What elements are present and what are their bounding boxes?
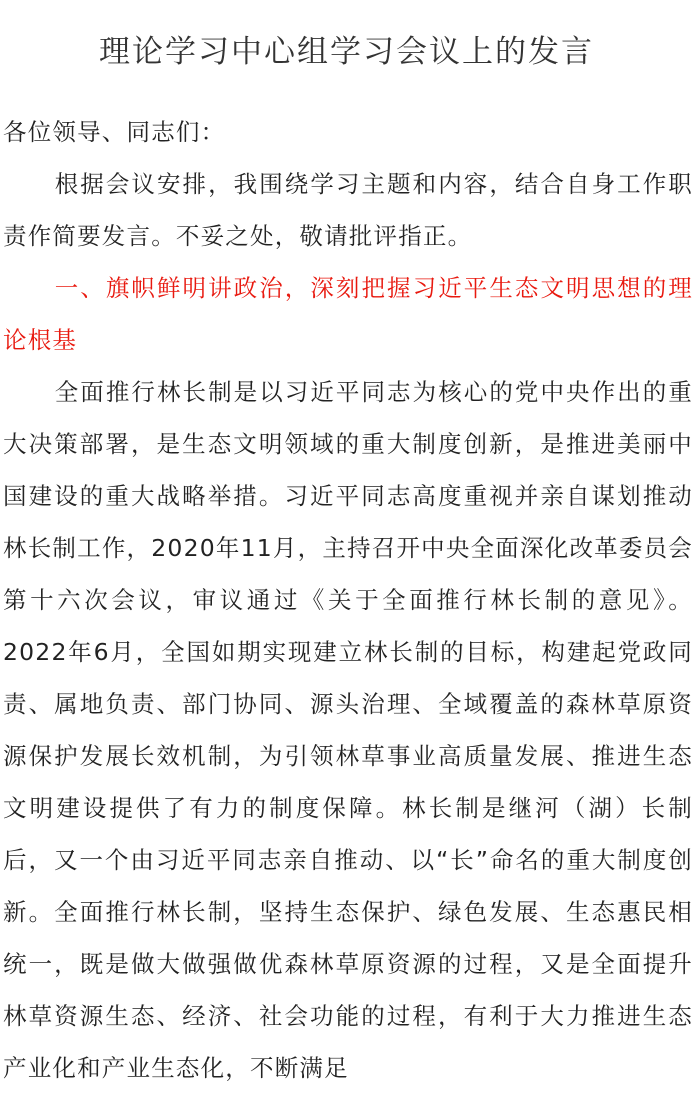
section-heading: 一、旗帜鲜明讲政治，深刻把握习近平生态文明思想的理论根基	[3, 274, 693, 354]
document-body	[3, 106, 693, 1094]
salutation: 各位领导、同志们：	[3, 118, 226, 146]
intro-paragraph: 根据会议安排，我围绕学习主题和内容，结合自身工作职责作简要发言。不妥之处，敬请批评指正。	[3, 170, 693, 250]
page-title: 理论学习中心组学习会议上的发言	[99, 34, 594, 70]
section-paragraph: 全面推行林长制是以习近平同志为核心的党中央作出的重大决策部署，是生态文明领域的重大制度创新，是推进美丽中国建设的重大战略举措。习近平同志高度重视并亲自谋划推动林长制工作，2020年11月，主持召开中央全面深化改革委员会第十六次会议，审议通过《关于全面推行林长制的意见》。2022年6月，全国如期实现建立林长制的目标，构建起党政同责、属地负责、部门协同、源头治理、全域覆盖的森林草原资源保护发展长效机制，为引领林草事业高质量发展、推进生态文明建设提供了有力的制度保障。林长制是继河（湖）长制后，又一个由习近平同志亲自推动、以“长”命名的重大制度创新。全面推行林长制，坚持生态保护、绿色发展、生态惠民相统一，既是做大做强做优森林草原资源的过程，又是全面提升林草资源生态、经济、社会功能的过程，有利于大力推进生态产业化和产业生态化，不断满足	[3, 378, 693, 1082]
